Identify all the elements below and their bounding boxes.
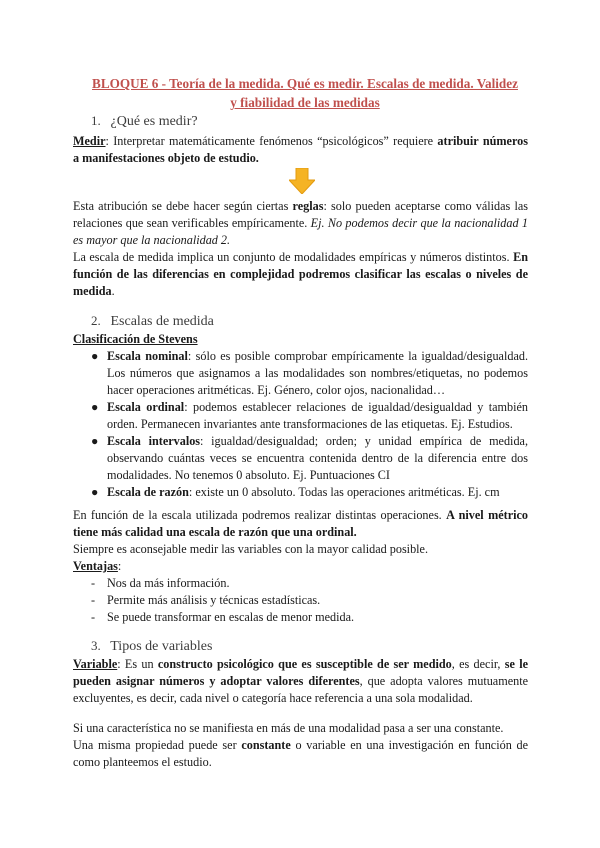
- title-line-1: BLOQUE 6 - Teoría de la medida. Qué es medir. Escalas de medida. Validez: [92, 76, 518, 91]
- title-line-2: y fiabilidad de las medidas: [230, 95, 380, 110]
- list-item: - Nos da más información.: [91, 576, 230, 590]
- list-item: - Se puede transformar en escalas de menor medida.: [91, 610, 355, 624]
- scales-list: [73, 348, 528, 501]
- scale-term: Escala ordinal: [107, 400, 185, 414]
- section-2-heading: [91, 313, 214, 330]
- stevens-subheading: Clasificación de Stevens: [73, 332, 198, 346]
- operaciones-paragraph: [73, 507, 528, 541]
- section-1-title: ¿Qué es medir?: [110, 114, 198, 129]
- medir-label: Medir: [73, 134, 106, 148]
- section-2-title: Escalas de medida: [110, 314, 214, 329]
- list-item: [73, 348, 528, 399]
- section-3-title: Tipos de variables: [110, 639, 213, 654]
- scale-text: : podemos establecer relaciones de igualdad/desigualdad y también orden. Permanecen invariantes ante transformaciones de las etiquetas. Ej. Estudios.: [107, 400, 528, 431]
- variable-label: Variable: [73, 657, 118, 671]
- ventajas-label: Ventajas: [73, 559, 118, 573]
- scale-term: Escala nominal: [107, 349, 188, 363]
- medir-text: : Interpretar matemáticamente fenómenos “psicológicos” requiere: [105, 134, 438, 148]
- reglas-term: reglas: [292, 199, 324, 213]
- scale-term: Escala intervalos: [107, 434, 201, 448]
- section-2-number: 2.: [91, 313, 101, 328]
- list-item: [73, 399, 528, 433]
- escala-paragraph: [73, 249, 528, 300]
- bullet-icon: ●: [91, 434, 99, 448]
- down-arrow-icon: [289, 168, 315, 194]
- ventajas-heading: [73, 558, 528, 575]
- medir-bold: atribuir números a manifestaciones objeto de estudio.: [73, 134, 528, 165]
- bullet-icon: ●: [91, 485, 99, 499]
- operaciones-text: En función de la escala utilizada podremos realizar distintas operaciones.: [73, 508, 447, 522]
- document-title: [70, 74, 540, 112]
- section-3-number: 3.: [91, 638, 101, 653]
- variable-paragraph: Variable: Es un constructo psicológico que es susceptible de ser medido, es decir, se le pueden asignar números y adoptar valores diferentes, que adopta valores mutuamente excluyentes, es decir, cada nivel o categoría hace referencia a una sola modalidad.: [73, 657, 529, 705]
- bullet-icon: ●: [91, 349, 99, 363]
- operaciones-bold: A nivel métrico tiene más calidad una escala de razón que una ordinal.: [73, 508, 528, 539]
- reglas-text-a: Esta atribución se debe hacer según ciertas: [73, 199, 293, 213]
- scale-text: : sólo es posible comprobar empíricamente la igualdad/desigualdad. Los números que asignamos a las modalidades son nombres/etiquetas, no podemos hacer operaciones aritméticas. Ej. Género, color ojos, nacionalidad…: [107, 349, 528, 397]
- scale-text: : igualdad/desigualdad; orden; y unidad empírica de medida, observando cuántas veces se encuentra contenida dentro de la diferencia entre dos modalidades. No tenemos 0 absoluto. Ej. Puntuaciones CI: [107, 434, 528, 482]
- reglas-paragraph: [73, 198, 528, 249]
- aconsejable-paragraph: Siempre es aconsejable medir las variables con la mayor calidad posible.: [73, 542, 429, 556]
- reglas-text-b: : solo pueden aceptarse como válidas las relaciones que sean verificables empíricamente.: [73, 199, 528, 230]
- list-item: - Permite más análisis y técnicas estadísticas.: [91, 593, 321, 607]
- section-1-number: 1.: [91, 113, 101, 128]
- escala-text-bold: En función de las diferencias en complejidad podremos clasificar las escalas o niveles de medida: [73, 250, 528, 298]
- escala-text-a: La escala de medida implica un conjunto de modalidades empíricas y números distintos.: [73, 250, 514, 264]
- scale-text: : existe un 0 absoluto. Todas las operaciones aritméticas. Ej. cm: [188, 485, 500, 499]
- ventajas-list: [73, 575, 528, 626]
- bullet-icon: ●: [91, 400, 99, 414]
- reglas-example: Ej. No podemos decir que la nacionalidad 1 es mayor que la nacionalidad 2.: [73, 216, 528, 247]
- escala-text-c: .: [111, 284, 115, 298]
- ventajas-colon: :: [117, 559, 122, 573]
- scale-term: Escala de razón: [107, 485, 189, 499]
- propiedad-paragraph: Una misma propiedad puede ser constante o variable en una investigación en función de como planteemos el estudio.: [73, 738, 528, 769]
- medir-paragraph: [73, 133, 528, 167]
- section-3-heading: [91, 638, 212, 655]
- list-item: [73, 433, 528, 484]
- constante-paragraph: Si una característica no se manifiesta en más de una modalidad pasa a ser una constante.: [73, 721, 504, 735]
- section-1-heading: [91, 113, 198, 130]
- list-item: [73, 484, 528, 501]
